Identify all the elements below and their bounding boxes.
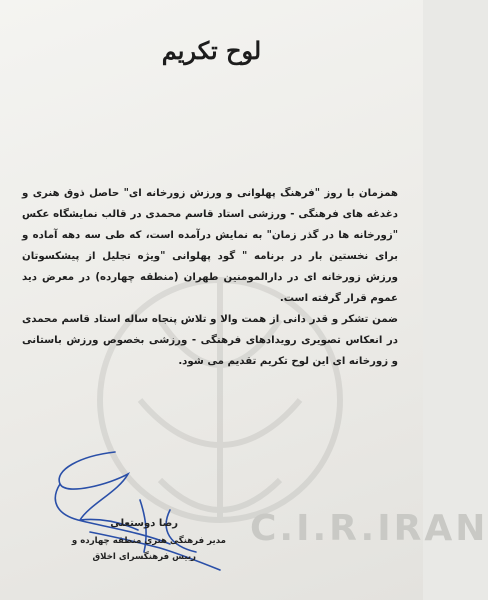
certificate-body	[22, 183, 398, 372]
signatory-role: رییس فرهنگسرای اخلاق	[92, 552, 196, 562]
signatory-role: مدیر فرهنگی هنری منطقه چهارده و	[71, 536, 226, 546]
body-paragraph: ضمن تشکر و قدر دانی از همت والا و تلاش پنجاه ساله استاد قاسم محمدی در انعکاس تصویری رویدادهای فرهنگی - ورزشی بخصوص ورزش باستانی و زورخانه ای این لوح تکریم تقدیم می شود.	[22, 314, 398, 367]
body-paragraph: همزمان با روز "فرهنگ پهلوانی و ورزش زورخانه ای" حاصل ذوق هنری و دغدغه های فرهنگی - ورزشی استاد قاسم محمدی در قالب نمایشگاه عکس "زورخانه ها در گذر زمان" به نمایش درآمده است، که طی سه دهه آماده و برای نخستین بار در برنامه " گود پهلوانی "ویژه تجلیل از پیشکسوتان ورزش زورخانه ای در دارالمومنین طهران (منطقه چهارده) در معرض دید عموم قرار گرفته است.	[22, 188, 398, 304]
certificate-title: لوح تکریم	[161, 36, 262, 65]
signatory-name: رضا دوستعلی	[110, 518, 178, 529]
watermark-text: C.I.R.IRAN	[250, 508, 488, 549]
